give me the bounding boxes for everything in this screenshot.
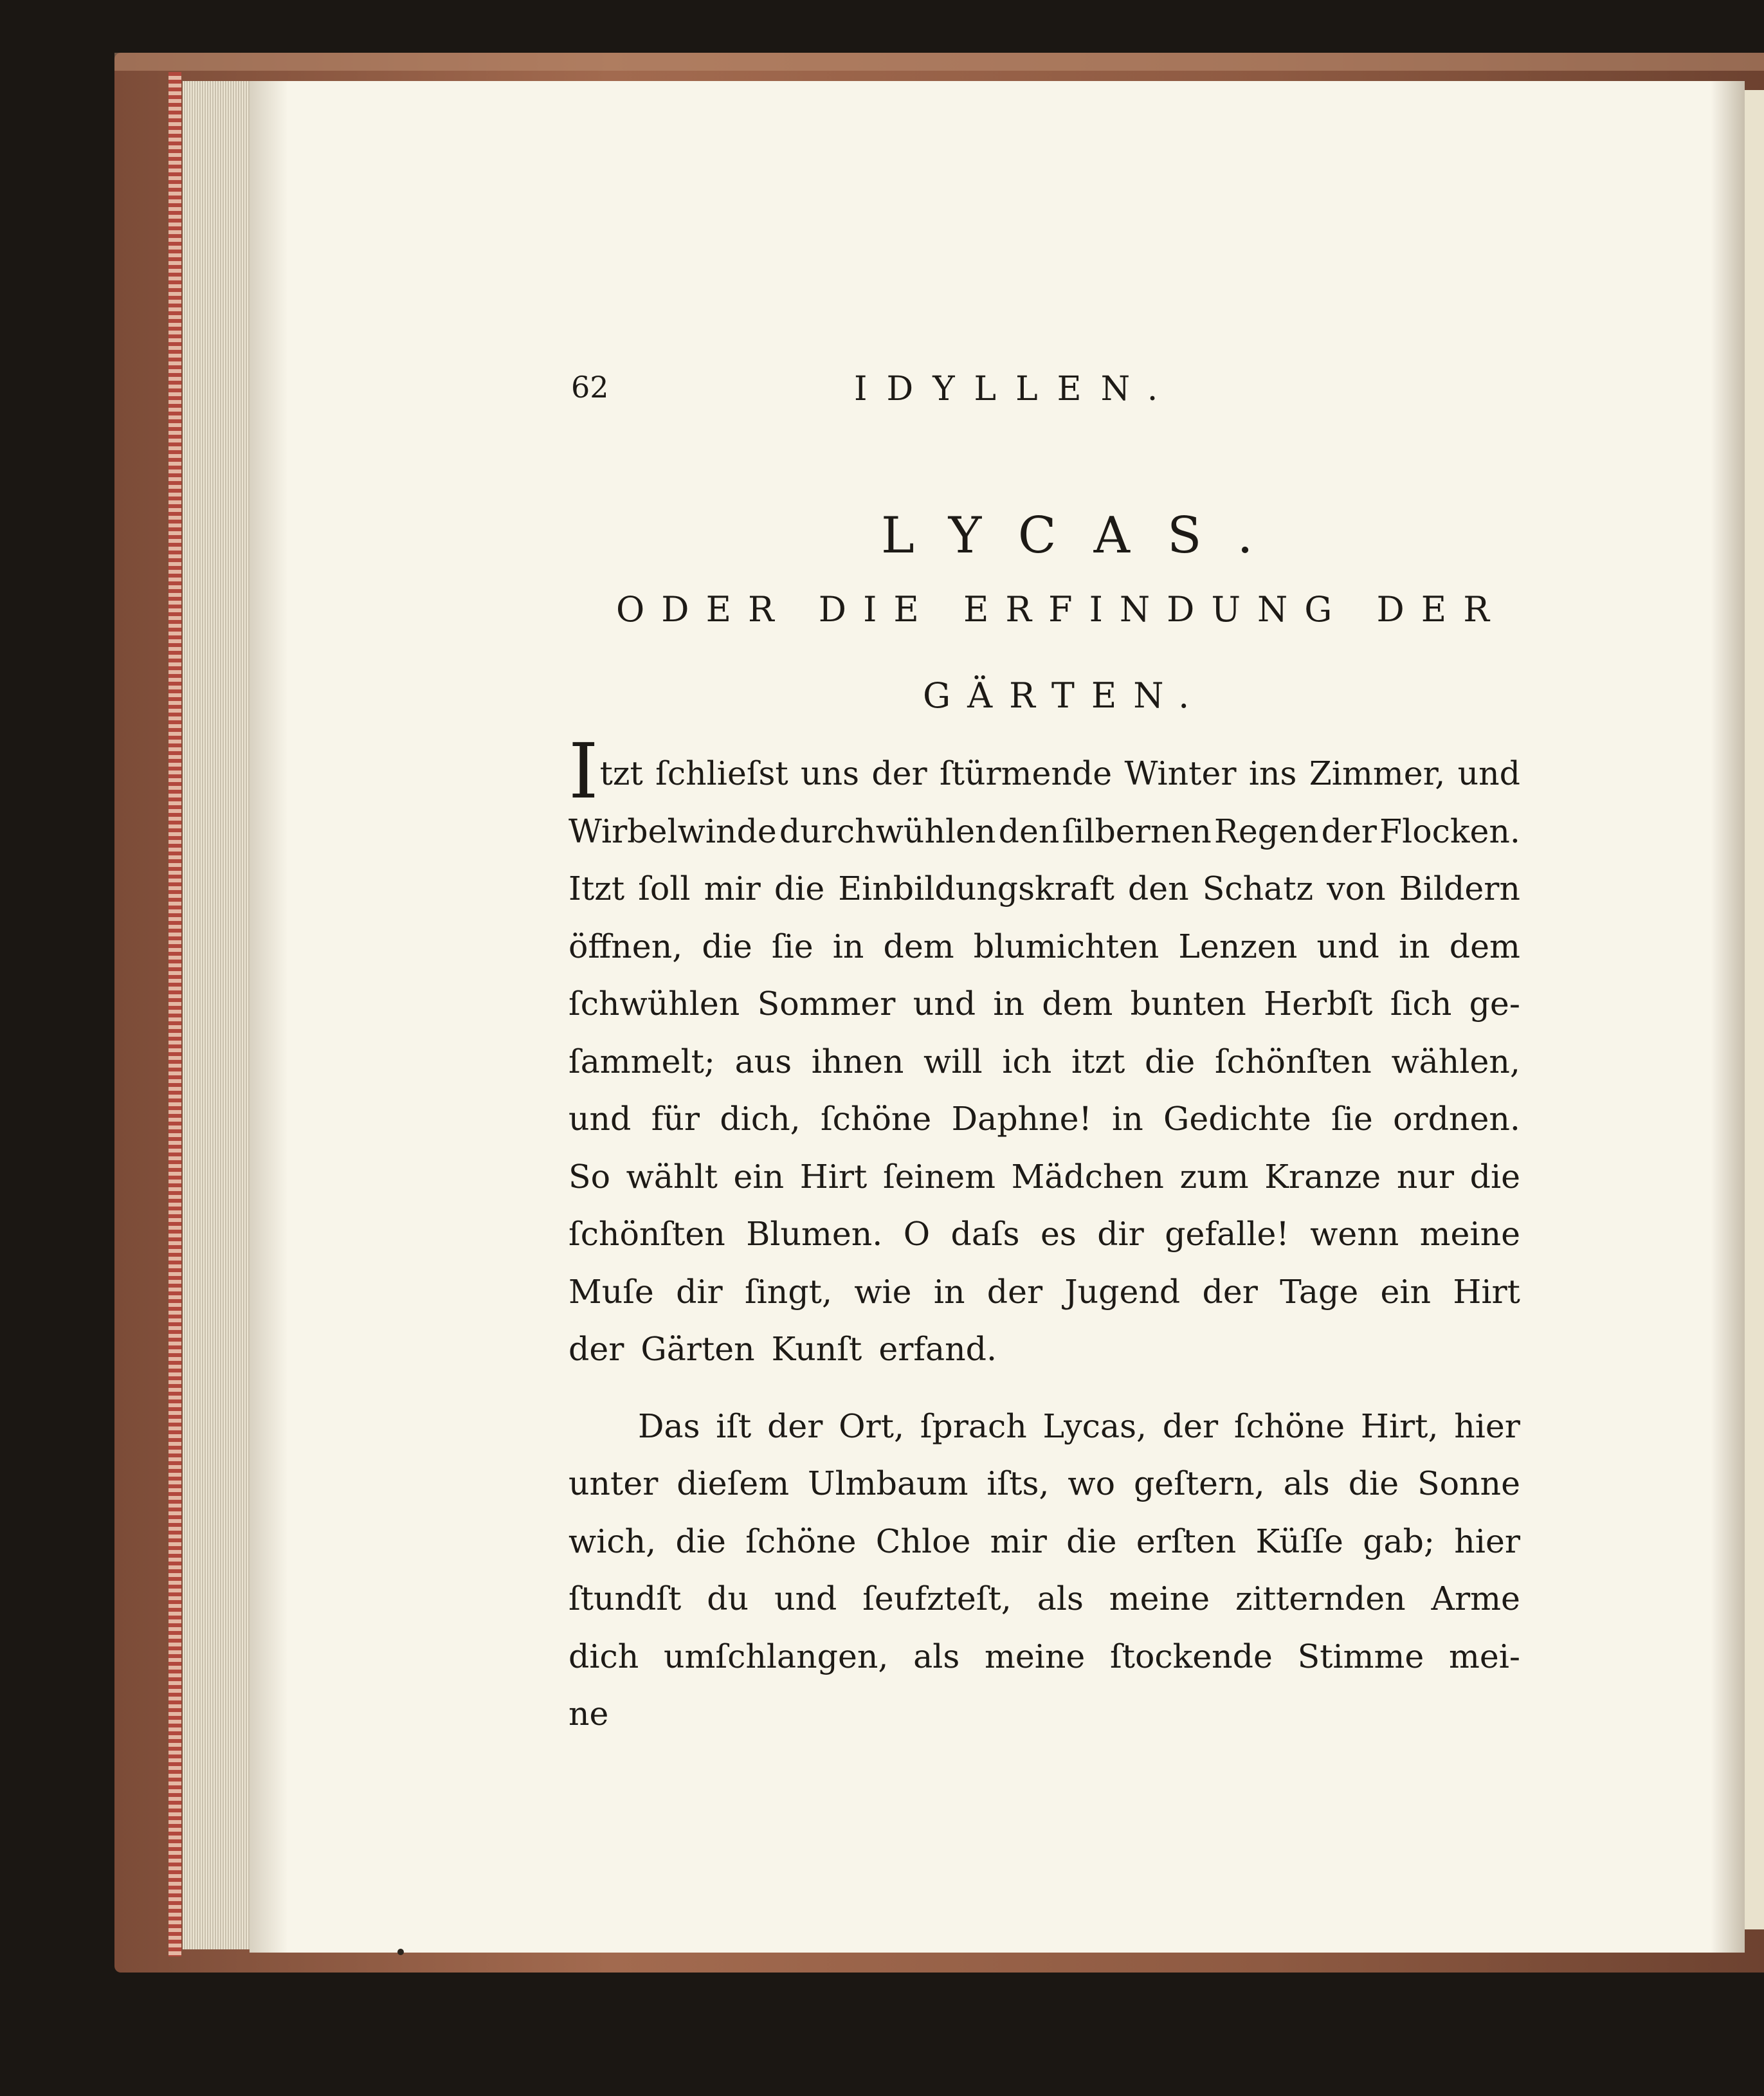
word: meine (1419, 1215, 1520, 1253)
word: für (651, 1100, 700, 1138)
word: ſchlieſst (655, 754, 788, 792)
word: ſingt, (744, 1272, 833, 1311)
word: ſtundſt (568, 1580, 682, 1618)
word: die (1348, 1464, 1399, 1502)
page-shadow (250, 81, 288, 1953)
word: Flocken. (1379, 812, 1520, 850)
word: hier (1454, 1407, 1520, 1445)
word: Itzt (568, 870, 625, 907)
word: Kunſt (771, 1330, 862, 1368)
word: ſchwühlen (568, 985, 740, 1023)
word: ſtockende (1110, 1637, 1273, 1675)
word: Sonne (1417, 1464, 1520, 1502)
word: der (871, 754, 927, 792)
word: in (933, 1272, 965, 1311)
drop-cap: I (568, 727, 599, 816)
word: dir (1097, 1215, 1144, 1253)
word: der (1202, 1272, 1258, 1311)
word: Ort, (839, 1407, 905, 1445)
paragraph-1 (568, 727, 1520, 1378)
word: mir (990, 1522, 1047, 1560)
word: mei- (1448, 1637, 1520, 1675)
word: ein (1380, 1272, 1432, 1311)
word: Einbildungskraft (838, 870, 1114, 907)
word: Sommer (757, 985, 896, 1023)
word: Muſe (568, 1272, 654, 1311)
running-head: IDYLLEN. (854, 370, 1178, 408)
word: durchwühlen (779, 812, 996, 850)
word: hier (1454, 1522, 1520, 1560)
word: umſchlangen, (663, 1637, 889, 1675)
text-line (568, 1628, 1520, 1686)
word: Hirt (799, 1157, 868, 1196)
text-line (568, 1148, 1520, 1206)
word: Winter (1124, 754, 1237, 792)
word: zitternden (1235, 1580, 1406, 1618)
page-header (571, 370, 1240, 421)
word: Regen (1214, 812, 1319, 850)
word: itzt (1071, 1042, 1125, 1080)
word: Gedichte (1163, 1100, 1311, 1138)
word: Ulmbaum (808, 1464, 968, 1502)
word: ſammelt; (568, 1042, 715, 1080)
text-line (568, 975, 1520, 1033)
word: Itzt (568, 727, 643, 816)
word: Jugend (1064, 1272, 1181, 1311)
word: ſtürmende (940, 754, 1113, 792)
word: dem (883, 927, 954, 965)
word: ſie (771, 927, 814, 965)
text-line (568, 1570, 1520, 1628)
word: als (913, 1637, 960, 1675)
word: wie (854, 1272, 912, 1311)
word: es (1040, 1215, 1077, 1253)
chapter-subtitle-line-2: GÄRTEN. (923, 675, 1206, 716)
text-line (568, 1320, 1520, 1378)
word: Tage (1280, 1272, 1359, 1311)
word: nur (1396, 1157, 1455, 1196)
word: die (1144, 1042, 1196, 1080)
word: in (832, 927, 864, 965)
page-number: 62 (571, 370, 609, 405)
word: die (774, 870, 825, 907)
word: dir (676, 1272, 723, 1311)
word: Stimme (1297, 1637, 1424, 1675)
word: Daphne! (951, 1100, 1092, 1138)
word: blumichten (973, 927, 1159, 965)
word: Blumen. (746, 1215, 883, 1253)
catchword (568, 1685, 1520, 1743)
word: Hirt (1453, 1272, 1520, 1311)
word: dich, (720, 1100, 801, 1138)
word: der (767, 1407, 823, 1445)
word: ordnen. (1393, 1100, 1520, 1138)
paragraph-2 (568, 1398, 1520, 1686)
word: Kranze (1264, 1157, 1381, 1196)
word: Chloe (875, 1522, 971, 1560)
text-line (568, 803, 1520, 861)
word: uns (801, 754, 860, 792)
word: Arme (1431, 1580, 1520, 1618)
word: Lycas, (1042, 1407, 1147, 1445)
word: dem (1042, 985, 1113, 1023)
word: iſts, (987, 1464, 1050, 1502)
word: der (568, 1330, 624, 1368)
word: Zimmer, (1309, 754, 1446, 792)
word: So (568, 1157, 610, 1196)
word: ſilbernen (1062, 812, 1212, 850)
word: unter (568, 1464, 659, 1502)
word: den (998, 812, 1060, 850)
word: gab; (1363, 1522, 1435, 1560)
word: Küſſe (1255, 1522, 1343, 1560)
word: wenn (1310, 1215, 1399, 1253)
word: ſchönſten (1214, 1042, 1372, 1080)
text-line (568, 1263, 1520, 1321)
word: meine (1109, 1580, 1210, 1618)
facing-page-edge (1745, 90, 1764, 1929)
word: ich (1002, 1042, 1052, 1080)
word: als (1037, 1580, 1084, 1618)
word: ſchöne (745, 1522, 857, 1560)
word: und (568, 1100, 632, 1138)
text-line (568, 1513, 1520, 1571)
text-line (568, 1205, 1520, 1263)
word: ſich (1390, 985, 1452, 1023)
word: erſten (1136, 1522, 1237, 1560)
word: meine (984, 1637, 1086, 1675)
chapter-title: LYCAS. (881, 507, 1291, 565)
text-line (568, 1090, 1520, 1148)
word: bunten (1130, 985, 1246, 1023)
catchword-text: ne (568, 1695, 609, 1733)
word: ein (733, 1157, 785, 1196)
word: als (1283, 1464, 1330, 1502)
word: ſoll (638, 870, 691, 907)
word: und (774, 1580, 837, 1618)
word: dich (568, 1637, 639, 1675)
word: in (1398, 927, 1430, 965)
word: die (702, 927, 752, 965)
word: ſie (1331, 1100, 1373, 1138)
cover-top-edge (114, 53, 1764, 71)
word: Hirt, (1360, 1407, 1439, 1445)
word: gefalle! (1165, 1215, 1289, 1253)
word: der (1162, 1407, 1219, 1445)
word: zum (1179, 1157, 1249, 1196)
word: die (1066, 1522, 1117, 1560)
text-line (568, 918, 1520, 976)
word: iſt (716, 1407, 752, 1445)
word: daſs (950, 1215, 1020, 1253)
word: O (903, 1215, 931, 1253)
word: aus (734, 1042, 792, 1080)
word: von (1327, 870, 1386, 907)
text-line (568, 860, 1520, 918)
page-gutter (1711, 81, 1745, 1953)
word: Gärten (641, 1330, 755, 1368)
word: ins (1248, 754, 1297, 792)
page-edges (183, 81, 252, 1949)
text-line (568, 727, 1520, 816)
word: dieſem (677, 1464, 790, 1502)
body-text (568, 727, 1520, 1743)
word: in (1112, 1100, 1143, 1138)
word: du (707, 1580, 749, 1618)
word: ge- (1469, 985, 1520, 1023)
word: wählt (626, 1157, 718, 1196)
text-line (638, 1398, 1520, 1455)
word: öffnen, (568, 927, 683, 965)
word: Das (638, 1407, 700, 1445)
word: und (1457, 754, 1520, 792)
word: Schatz (1202, 870, 1314, 907)
word: Wirbelwinde (568, 812, 777, 850)
word: der (1321, 812, 1377, 850)
word: der (987, 1272, 1043, 1311)
word: ſchöne (1233, 1407, 1345, 1445)
word: wo (1068, 1464, 1116, 1502)
word: wählen, (1391, 1042, 1520, 1080)
word: dem (1449, 927, 1520, 965)
text-line (568, 1455, 1520, 1513)
word: wich, (568, 1522, 657, 1560)
word: und (1316, 927, 1379, 965)
word: Lenzen (1178, 927, 1298, 965)
word: und (913, 985, 976, 1023)
word: den (1127, 870, 1189, 907)
word: ihnen (811, 1042, 904, 1080)
word: ſeufzteſt, (862, 1580, 1012, 1618)
word: ſchönſten (568, 1215, 725, 1253)
word: ſprach (920, 1407, 1027, 1445)
word: will (923, 1042, 983, 1080)
word: erfand. (878, 1330, 997, 1368)
chapter-subtitle-line-1: ODER DIE ERFINDUNG DER (616, 589, 1506, 630)
word: die (675, 1522, 726, 1560)
book-headband (168, 72, 181, 1956)
word: mir (704, 870, 761, 907)
text-line (568, 1033, 1520, 1091)
word: geſtern, (1133, 1464, 1265, 1502)
word: Bildern (1399, 870, 1520, 907)
word: ſchöne (820, 1100, 932, 1138)
word: die (1469, 1157, 1520, 1196)
word: Herbſt (1264, 985, 1373, 1023)
paper-speck (397, 1949, 404, 1955)
word: ſeinem (882, 1157, 996, 1196)
word: in (993, 985, 1025, 1023)
word: Mädchen (1011, 1157, 1164, 1196)
